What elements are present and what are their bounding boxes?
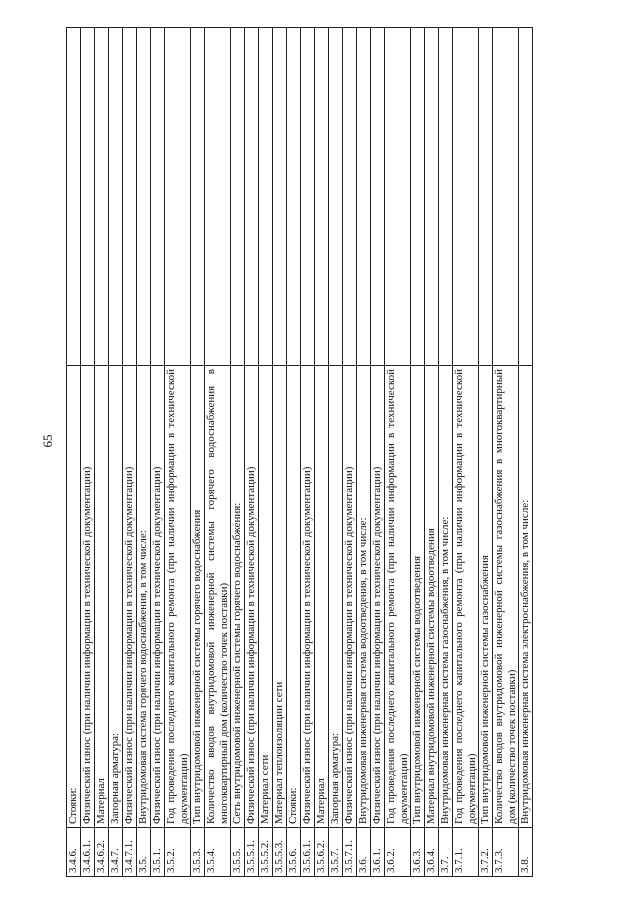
item-value-cell (493, 28, 519, 366)
item-value-cell (315, 28, 329, 366)
table-row (95, 28, 109, 877)
item-value-cell (439, 28, 453, 366)
item-number: 3.5.2. (165, 828, 191, 877)
table-row (81, 28, 95, 877)
item-value-cell (191, 28, 205, 366)
item-description: Стояки: (287, 366, 301, 828)
item-value-cell (301, 28, 315, 366)
item-number: 3.8. (519, 828, 533, 877)
item-description: Внутридомовая инженерная система электроснабжения, в том числе: (519, 366, 533, 828)
item-value-cell (273, 28, 287, 366)
characteristics-table (66, 27, 533, 877)
table-row (315, 28, 329, 877)
table-row (165, 28, 191, 877)
item-value-cell (343, 28, 357, 366)
table-row (371, 28, 385, 877)
item-number: 3.5.5.2. (259, 828, 273, 877)
item-number: 3.5.5.3. (273, 828, 287, 877)
item-value-cell (205, 28, 231, 366)
item-number: 3.6.4. (425, 828, 439, 877)
table-row (151, 28, 165, 877)
item-value-cell (287, 28, 301, 366)
item-value-cell (357, 28, 371, 366)
item-description: Тип внутридомовой инженерной системы горячего водоснабжения (191, 366, 205, 828)
item-description: Физический износ (при наличии информации в технической документации) (151, 366, 165, 828)
item-value-cell (425, 28, 439, 366)
table-row (425, 28, 439, 877)
table-row (301, 28, 315, 877)
item-value-cell (329, 28, 343, 366)
item-description: Количество вводов внутридомовой инженерной системы горячего водоснабжения в многоквартирный дом (количество точек поставки) (205, 366, 231, 828)
table-row (137, 28, 151, 877)
item-value-cell (137, 28, 151, 366)
item-value-cell (95, 28, 109, 366)
item-value-cell (109, 28, 123, 366)
item-number: 3.7.2. (479, 828, 493, 877)
item-number: 3.6.1. (371, 828, 385, 877)
page-number: 65 (40, 434, 55, 448)
item-value-cell (231, 28, 245, 366)
table-row (453, 28, 479, 877)
item-description: Год проведения последнего капитального ремонта (при наличии информации в технической документации) (385, 366, 411, 828)
table-row (67, 28, 81, 877)
item-number: 3.5.4. (205, 828, 231, 877)
item-description: Материал (95, 366, 109, 828)
item-number: 3.4.7.1. (123, 828, 137, 877)
item-number: 3.6.3. (411, 828, 425, 877)
item-number: 3.7.3. (493, 828, 519, 877)
table-row (259, 28, 273, 877)
item-number: 3.6. (357, 828, 371, 877)
item-number: 3.6.2. (385, 828, 411, 877)
item-value-cell (245, 28, 259, 366)
item-description: Сеть внутридомовой инженерной системы горячего водоснабжения: (231, 366, 245, 828)
item-number: 3.5.1. (151, 828, 165, 877)
item-number: 3.5.6.2. (315, 828, 329, 877)
item-description: Физический износ (при наличии информации в технической документации) (371, 366, 385, 828)
table-row (385, 28, 411, 877)
item-value-cell (479, 28, 493, 366)
item-description: Материал сети (259, 366, 273, 828)
item-description: Физический износ (при наличии информации в технической документации) (301, 366, 315, 828)
item-number: 3.7. (439, 828, 453, 877)
item-number: 3.5.6.1. (301, 828, 315, 877)
item-number: 3.7.1. (453, 828, 479, 877)
table-row (439, 28, 453, 877)
item-number: 3.5. (137, 828, 151, 877)
table-row (245, 28, 259, 877)
item-number: 3.4.7. (109, 828, 123, 877)
item-description: Тип внутридомовой инженерной системы газоснабжения (479, 366, 493, 828)
table-row (357, 28, 371, 877)
item-description: Физический износ (при наличии информации в технической документации) (123, 366, 137, 828)
table-body (67, 28, 533, 877)
table-row (123, 28, 137, 877)
table-row (411, 28, 425, 877)
item-description: Внутридомовая инженерная система водоотведения, в том числе: (357, 366, 371, 828)
item-value-cell (411, 28, 425, 366)
item-value-cell (81, 28, 95, 366)
item-number: 3.5.5.1. (245, 828, 259, 877)
item-value-cell (385, 28, 411, 366)
item-number: 3.5.7.1. (343, 828, 357, 877)
item-value-cell (371, 28, 385, 366)
item-value-cell (165, 28, 191, 366)
item-description: Количество вводов внутридомовой инженерной системы газоснабжения в многоквартирный дом (количество точек поставки) (493, 366, 519, 828)
item-description: Тип внутридомовой инженерной системы водоотведения (411, 366, 425, 828)
item-value-cell (151, 28, 165, 366)
table-row (231, 28, 245, 877)
item-number: 3.5.5. (231, 828, 245, 877)
item-value-cell (519, 28, 533, 366)
table-row (343, 28, 357, 877)
item-description: Материал теплоизоляции сети (273, 366, 287, 828)
item-description: Физический износ (при наличии информации в технической документации) (81, 366, 95, 828)
item-description: Запорная арматура: (329, 366, 343, 828)
item-number: 3.4.6.1. (81, 828, 95, 877)
item-description: Физический износ (при наличии информации в технической документации) (245, 366, 259, 828)
item-value-cell (67, 28, 81, 366)
item-description: Год проведения последнего капитального ремонта (при наличии информации в технической документации) (165, 366, 191, 828)
item-description: Материал внутридомовой инженерной системы водоотведения (425, 366, 439, 828)
item-value-cell (259, 28, 273, 366)
rotated-table-container (66, 27, 591, 877)
item-number: 3.4.6. (67, 828, 81, 877)
item-value-cell (123, 28, 137, 366)
table-row (205, 28, 231, 877)
table-row (329, 28, 343, 877)
item-description: Внутридомовая система горячего водоснабжения, в том числе: (137, 366, 151, 828)
table-row (109, 28, 123, 877)
item-value-cell (453, 28, 479, 366)
item-description: Стояки: (67, 366, 81, 828)
item-number: 3.5.3. (191, 828, 205, 877)
table-row (287, 28, 301, 877)
item-number: 3.4.6.2. (95, 828, 109, 877)
item-description: Год проведения последнего капитального ремонта (при наличии информации в технической документации) (453, 366, 479, 828)
item-description: Запорная арматура: (109, 366, 123, 828)
table-row (191, 28, 205, 877)
item-number: 3.5.6. (287, 828, 301, 877)
table-row (493, 28, 519, 877)
item-number: 3.5.7. (329, 828, 343, 877)
table-row (479, 28, 493, 877)
item-description: Внутридомовая инженерная система газоснабжения, в том числе: (439, 366, 453, 828)
item-description: Материал (315, 366, 329, 828)
table-row (519, 28, 533, 877)
table-row (273, 28, 287, 877)
item-description: Физический износ (при наличии информации в технической документации) (343, 366, 357, 828)
